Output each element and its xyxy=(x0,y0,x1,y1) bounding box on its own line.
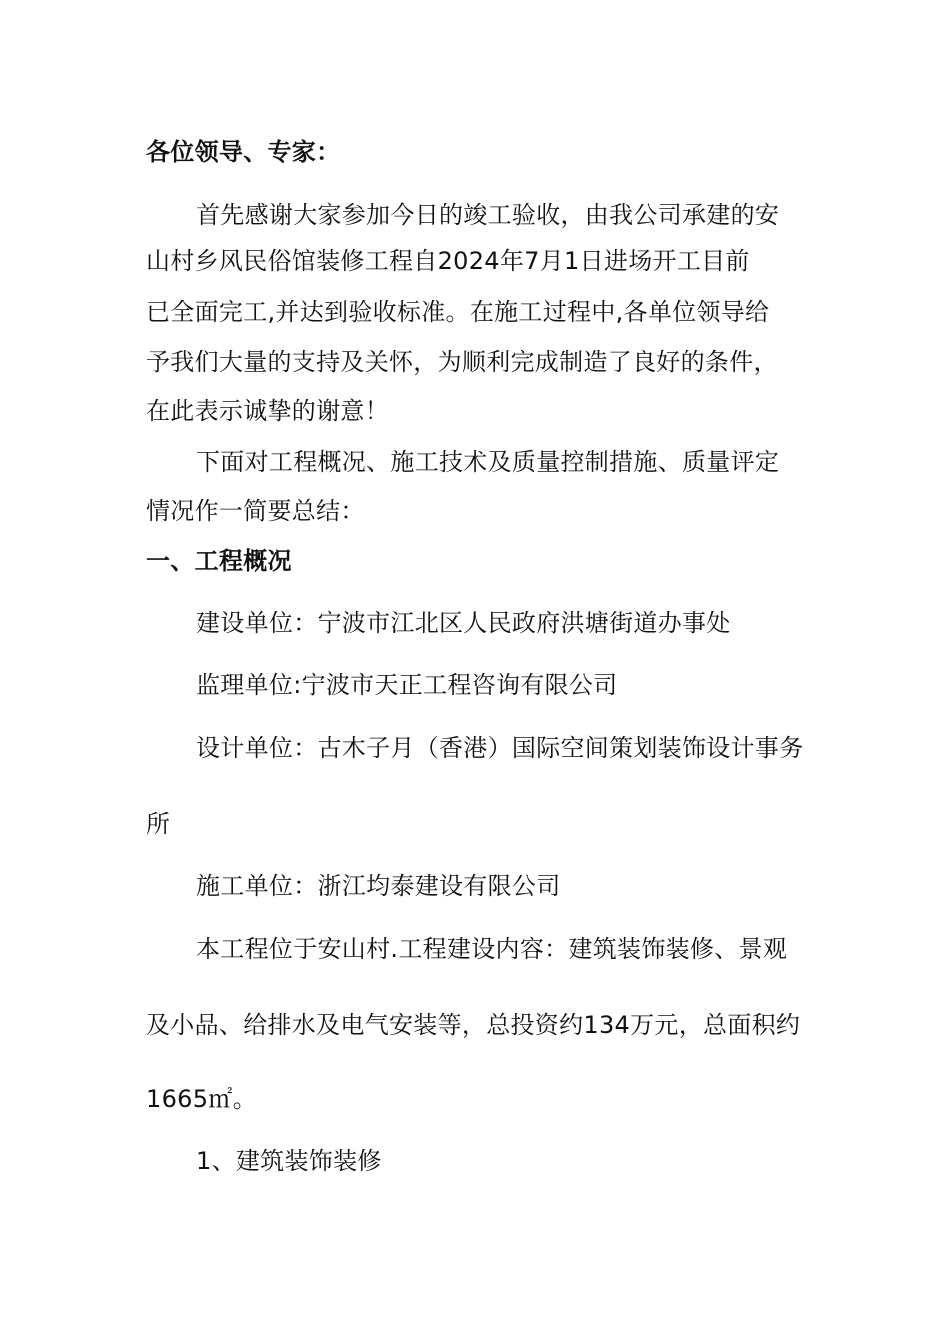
paragraph-line: 情况作一简要总结： xyxy=(146,497,365,525)
paragraph-line: 在此表示诚挚的谢意！ xyxy=(146,397,389,425)
paragraph-line: 予我们大量的支持及关怀，为顺利完成制造了良好的条件， xyxy=(146,348,778,376)
paragraph-line: 山村乡风民俗馆装修工程自2024年7月1日进场开工目前 xyxy=(146,247,750,275)
paragraph-line: 1665㎡。 xyxy=(146,1085,257,1113)
section-heading: 一、工程概况 xyxy=(146,547,292,575)
supervisor: 监理单位:宁波市天正工程咨询有限公司 xyxy=(196,671,618,699)
contractor: 施工单位：浙江均泰建设有限公司 xyxy=(196,872,561,900)
paragraph-line: 已全面完工,并达到验收标准。在施工过程中,各单位领导给 xyxy=(146,298,770,326)
construction-owner: 建设单位：宁波市江北区人民政府洪塘街道办事处 xyxy=(196,609,731,637)
paragraph-line: 及小品、给排水及电气安装等，总投资约134万元，总面积约 xyxy=(146,1011,801,1039)
designer: 设计单位：古木子月（香港）国际空间策划装饰设计事务 xyxy=(196,734,804,762)
subsection-heading: 1、建筑装饰装修 xyxy=(196,1147,382,1175)
salutation: 各位领导、专家： xyxy=(146,138,341,166)
paragraph-line: 本工程位于安山村.工程建设内容：建筑装饰装修、景观 xyxy=(196,935,788,963)
paragraph-line: 首先感谢大家参加今日的竣工验收，由我公司承建的安 xyxy=(196,201,780,229)
designer-continued: 所 xyxy=(146,810,171,838)
paragraph-line: 下面对工程概况、施工技术及质量控制措施、质量评定 xyxy=(196,448,780,476)
